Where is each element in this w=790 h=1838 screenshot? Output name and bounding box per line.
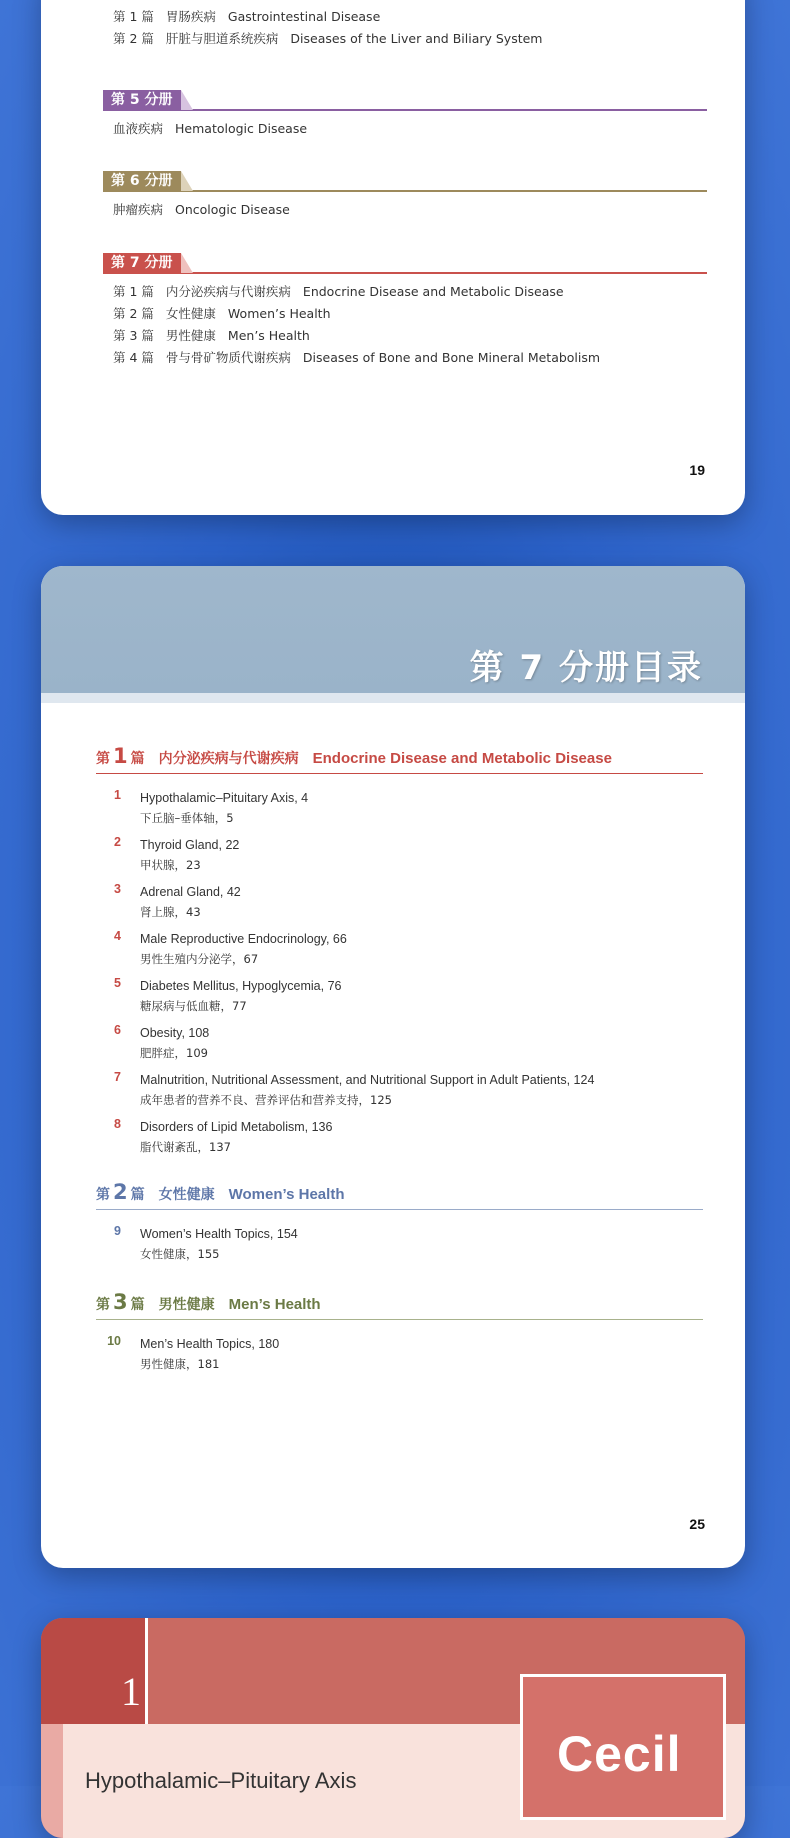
- chapter-entry[interactable]: 6 Obesity, 108 肥胖症，109: [114, 1023, 210, 1060]
- part-heading: 第 2 篇 女性健康 Women’s Health: [96, 1180, 345, 1204]
- volume-section-7: [103, 253, 707, 369]
- side-accent: [41, 1724, 63, 1838]
- chapter-entry[interactable]: 9 Women’s Health Topics, 154 女性健康，155: [114, 1224, 298, 1261]
- chapter-title: Hypothalamic–Pituitary Axis: [85, 1768, 357, 1793]
- volume-item: 第 1 篇 内分泌疾病与代谢疾病 Endocrine Disease and Metabolic Disease: [113, 284, 564, 299]
- chapter-entry[interactable]: 10 Men’s Health Topics, 180 男性健康，181: [107, 1334, 280, 1371]
- volume-tag: 第 5 分册: [103, 90, 181, 110]
- part-divider: [96, 1209, 703, 1210]
- divider-line: [145, 1618, 148, 1724]
- volume-section-6: [103, 171, 707, 221]
- volume-item: 血液疾病 Hematologic Disease: [113, 121, 308, 136]
- volume-items: [103, 199, 707, 221]
- volume-items: [103, 6, 707, 50]
- chapter-entry[interactable]: 3 Adrenal Gland, 42 肾上腺，43: [114, 882, 241, 919]
- chapter-opener-page: [41, 1618, 745, 1838]
- volume-item: 第 2 篇 女性健康 Women’s Health: [113, 306, 331, 321]
- chapter-list: [96, 1334, 703, 1381]
- volume-divider: [103, 272, 707, 274]
- part-divider: [96, 773, 703, 774]
- volume-item: 第 3 篇 男性健康 Men’s Health: [113, 328, 310, 343]
- toc-page: [41, 566, 745, 1568]
- volume-divider: [103, 109, 707, 111]
- chapter-entry[interactable]: 2 Thyroid Gland, 22 甲状腺，23: [114, 835, 240, 872]
- volume-item: 第 1 篇 胃肠疾病 Gastrointestinal Disease: [113, 9, 381, 24]
- series-logo: [520, 1674, 726, 1820]
- part-heading: 第 3 篇 男性健康 Men’s Health: [96, 1290, 321, 1314]
- page-title: 第 7 分册目录: [469, 648, 703, 688]
- chapter-entry[interactable]: 1 Hypothalamic–Pituitary Axis, 4 下丘脑–垂体轴，5: [114, 788, 309, 825]
- volume-tag: 第 6 分册: [103, 171, 181, 191]
- volume-item: 肿瘤疾病 Oncologic Disease: [113, 202, 290, 217]
- volume-section-4: [103, 0, 707, 50]
- page-number: 25: [689, 1516, 705, 1532]
- chapter-list: [96, 788, 703, 1164]
- volume-item: 第 2 篇 肝脏与胆道系统疾病 Diseases of the Liver and Biliary System: [113, 31, 543, 46]
- part-heading: 第 1 篇 内分泌疾病与代谢疾病 Endocrine Disease and Metabolic Disease: [96, 744, 612, 768]
- chapter-entry[interactable]: 4 Male Reproductive Endocrinology, 66 男性生殖内分泌学，67: [114, 929, 347, 966]
- chapter-entry[interactable]: 8 Disorders of Lipid Metabolism, 136 脂代谢紊乱，137: [114, 1117, 333, 1154]
- part-divider: [96, 1319, 703, 1320]
- chapter-list: [96, 1224, 703, 1271]
- chapter-entry[interactable]: 5 Diabetes Mellitus, Hypoglycemia, 76 糖尿病与低血糖，77: [114, 976, 342, 1013]
- volume-divider: [103, 190, 707, 192]
- part-section-1: [96, 741, 703, 1164]
- volume-tag: 第 7 分册: [103, 253, 181, 273]
- part-section-2: [96, 1177, 703, 1271]
- logo-text: Cecil: [557, 1726, 682, 1782]
- part-section-3: [96, 1287, 703, 1381]
- volume-section-5: [103, 90, 707, 140]
- volume-item: 第 4 篇 骨与骨矿物质代谢疾病 Diseases of Bone and Bone Mineral Metabolism: [113, 350, 601, 365]
- toc-header-band: [41, 566, 745, 693]
- header-stripe: [41, 693, 745, 703]
- volume-items: [103, 281, 707, 369]
- volume-list-page: [41, 0, 745, 515]
- chapter-entry[interactable]: 7 Malnutrition, Nutritional Assessment, and Nutritional Support in Adult Patients, 124 成年患者的营养不良、营养评估和营养支持，125: [114, 1070, 595, 1107]
- volume-items: [103, 118, 707, 140]
- page-number: 19: [689, 462, 705, 478]
- chapter-number: 1: [121, 1669, 141, 1714]
